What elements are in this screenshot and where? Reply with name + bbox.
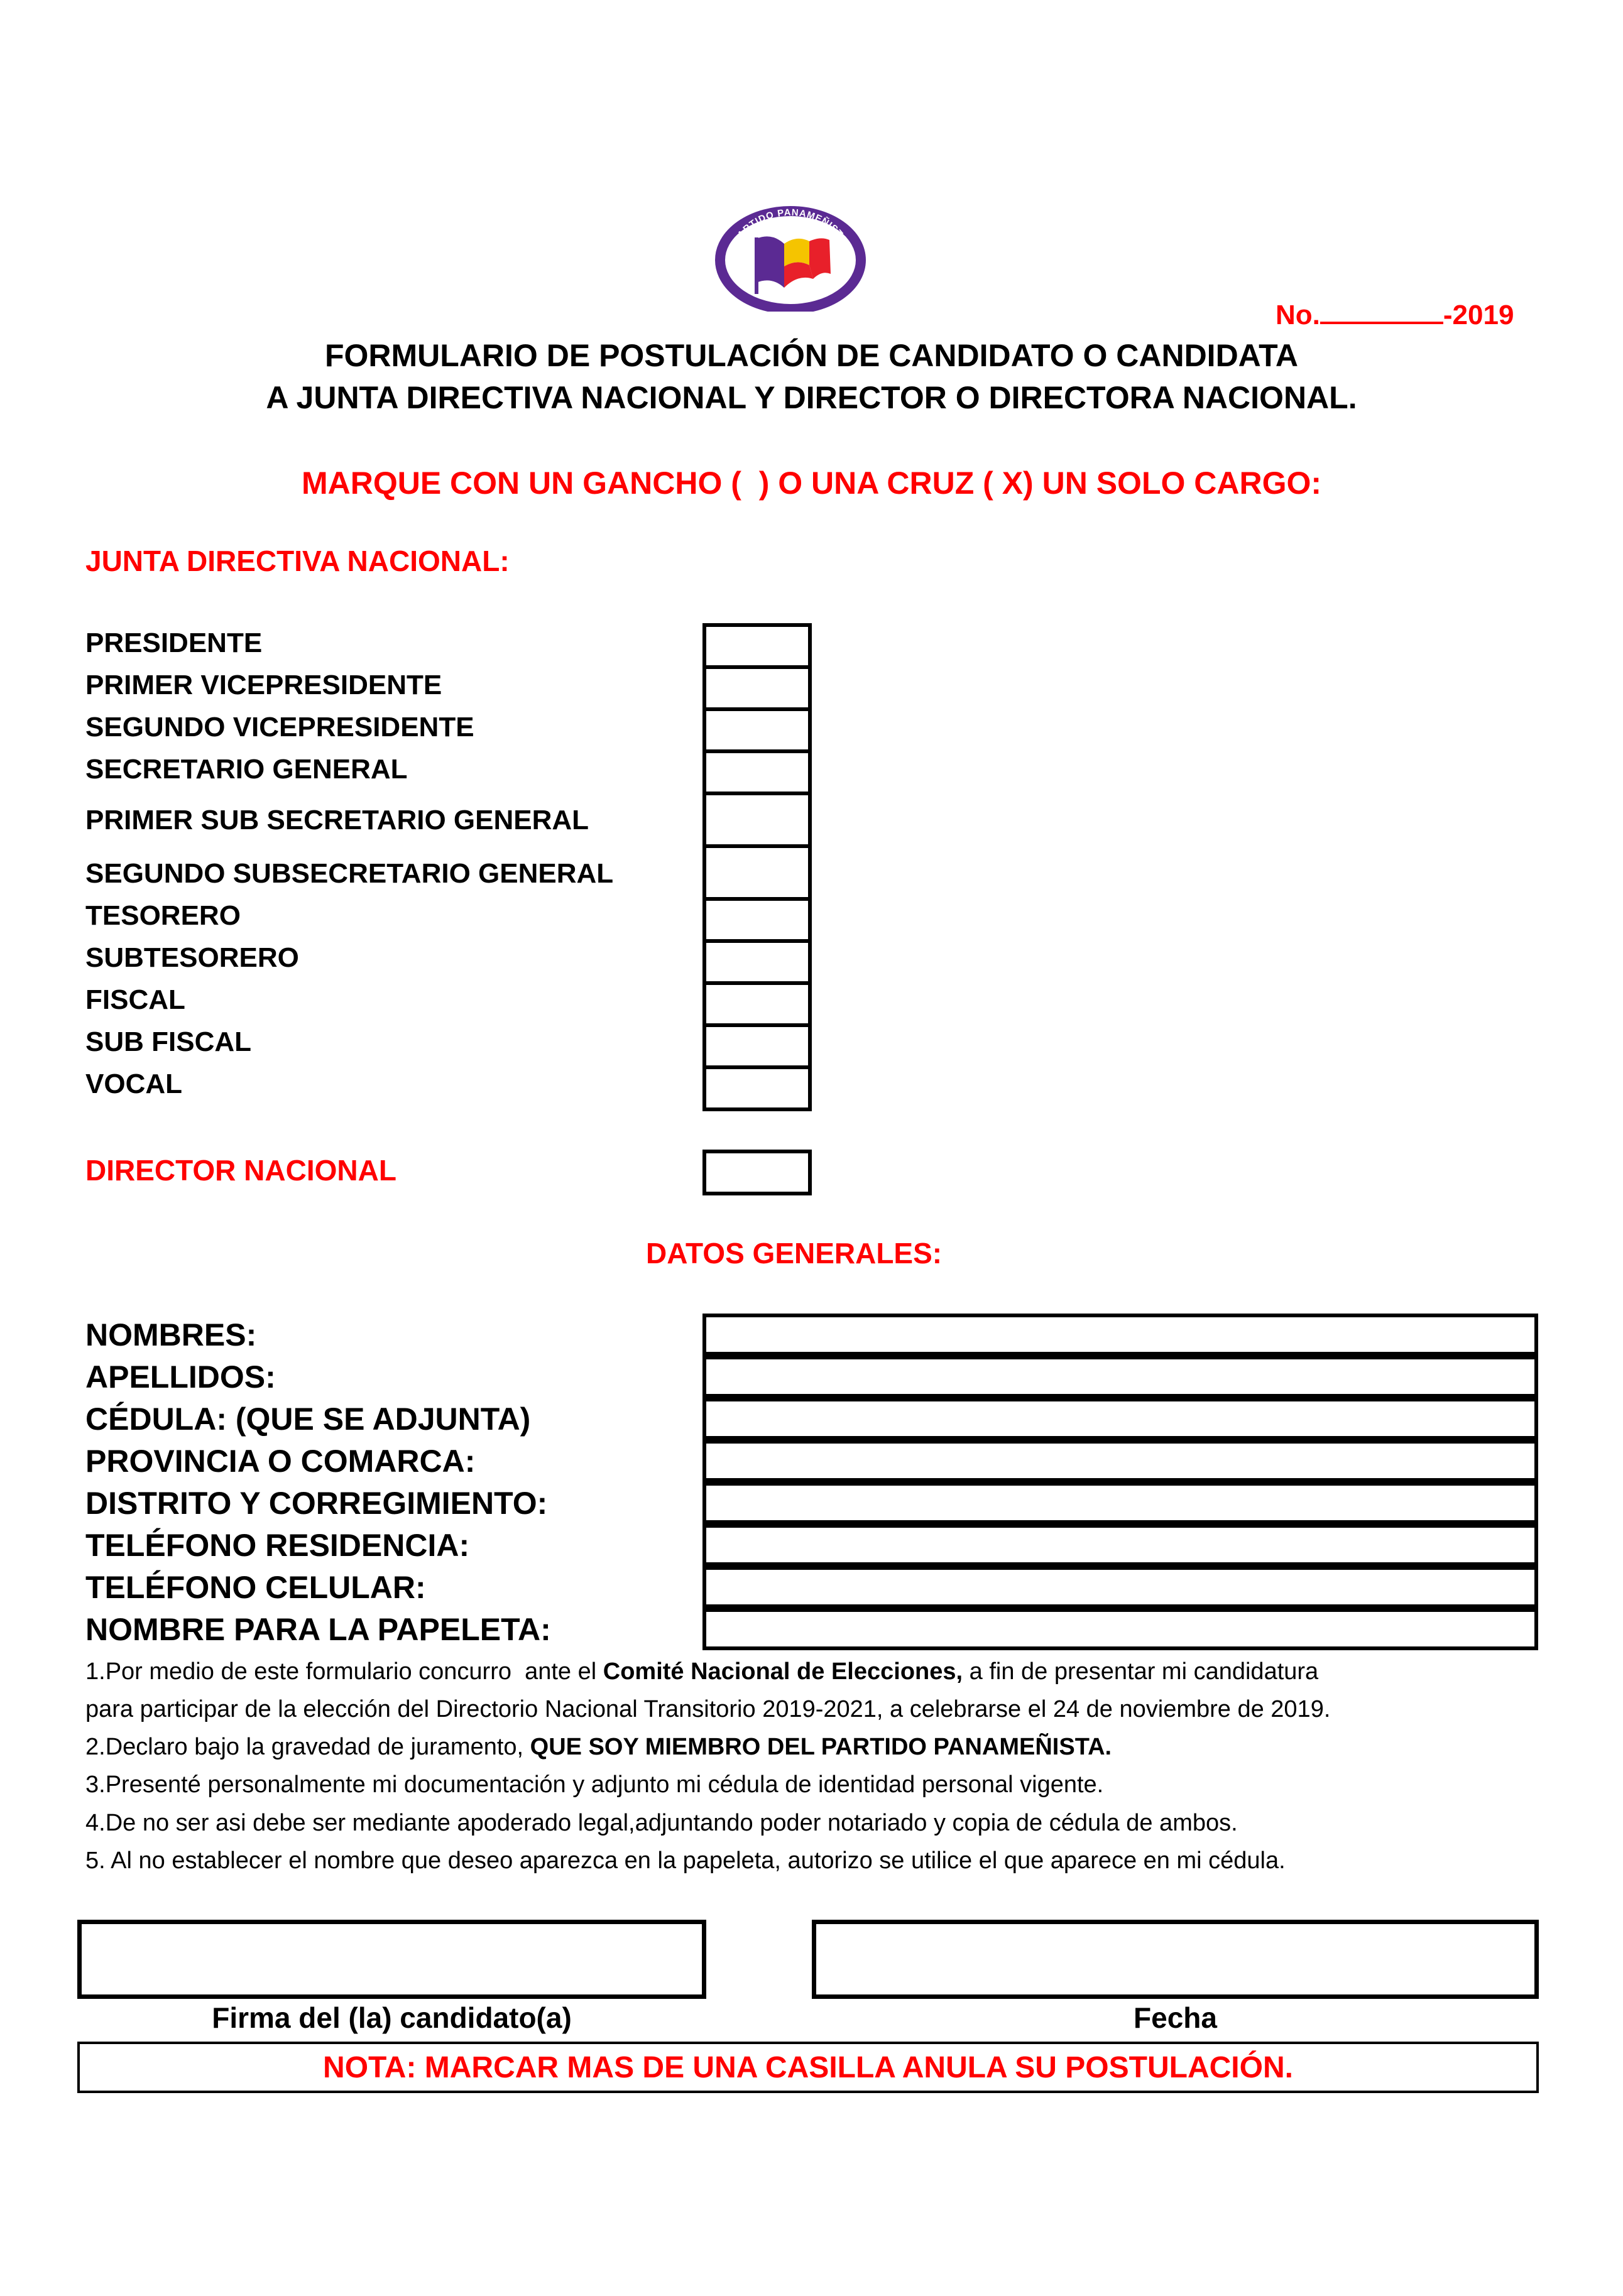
party-logo bbox=[715, 200, 866, 312]
datos-heading: DATOS GENERALES: bbox=[646, 1237, 943, 1270]
telefono-residencia-field[interactable] bbox=[702, 1524, 1538, 1566]
distrito-field[interactable] bbox=[702, 1482, 1538, 1524]
checkbox-primer-vicepresidente[interactable] bbox=[702, 665, 812, 711]
field-label: NOMBRES: bbox=[85, 1317, 257, 1352]
signature-box[interactable] bbox=[77, 1920, 706, 1999]
statement-3: 3.Presenté personalmente mi documentación y adjunto mi cédula de identidad personal vigente. bbox=[85, 1771, 1104, 1798]
apellidos-field[interactable] bbox=[702, 1356, 1538, 1398]
position-label: SEGUNDO SUBSECRETARIO GENERAL bbox=[85, 858, 614, 889]
checkbox-segundo-subsecretario[interactable] bbox=[702, 844, 812, 901]
checkbox-secretario-general[interactable] bbox=[702, 749, 812, 795]
field-label: DISTRITO Y CORREGIMIENTO: bbox=[85, 1486, 548, 1521]
field-label: TELÉFONO CELULAR: bbox=[85, 1570, 426, 1605]
position-label: TESORERO bbox=[85, 900, 241, 931]
svg-text:PARTIDO PANAMEÑISTA: PARTIDO PANAMEÑISTA bbox=[731, 207, 850, 246]
form-title-line1: FORMULARIO DE POSTULACIÓN DE CANDIDATO O CANDIDATA bbox=[324, 338, 1299, 373]
field-label: APELLIDOS: bbox=[85, 1359, 276, 1395]
field-label: PROVINCIA O COMARCA: bbox=[85, 1444, 476, 1479]
number-prefix: No. bbox=[1276, 300, 1320, 330]
position-label: SUB FISCAL bbox=[85, 1026, 251, 1057]
checkbox-sub-fiscal[interactable] bbox=[702, 1023, 812, 1069]
statement-1: 1.Por medio de este formulario concurro ante el Comité Nacional de Elecciones, a fin de presentar mi candidatura bbox=[85, 1658, 1319, 1685]
nota-text: NOTA: MARCAR MAS DE UNA CASILLA ANULA SU POSTULACIÓN. bbox=[323, 2051, 1293, 2084]
nombre-papeleta-field[interactable] bbox=[702, 1608, 1538, 1650]
telefono-celular-field[interactable] bbox=[702, 1566, 1538, 1608]
checkbox-fiscal[interactable] bbox=[702, 981, 812, 1027]
party-flag-icon bbox=[715, 200, 866, 312]
statement-1-cont: para participar de la elección del Directorio Nacional Transitorio 2019-2021, a celebrarse el 24 de noviembre de 2019. bbox=[85, 1696, 1331, 1722]
instruction: MARQUE CON UN GANCHO ( ) O UNA CRUZ ( X) UN SOLO CARGO: bbox=[301, 465, 1322, 501]
number-blank[interactable] bbox=[1320, 298, 1443, 324]
checkbox-tesorero[interactable] bbox=[702, 897, 812, 943]
position-label: PRIMER SUB SECRETARIO GENERAL bbox=[85, 805, 589, 835]
junta-heading: JUNTA DIRECTIVA NACIONAL: bbox=[85, 545, 510, 577]
signature-label: Firma del (la) candidato(a) bbox=[212, 2001, 572, 2034]
checkbox-director-nacional[interactable] bbox=[702, 1150, 812, 1195]
form-title-line2: A JUNTA DIRECTIVA NACIONAL Y DIRECTOR O DIRECTORA NACIONAL. bbox=[266, 380, 1357, 415]
position-label: FISCAL bbox=[85, 984, 185, 1015]
position-label: SECRETARIO GENERAL bbox=[85, 754, 408, 785]
number-suffix: -2019 bbox=[1443, 300, 1514, 330]
form-number[interactable] bbox=[1276, 298, 1514, 331]
field-label: NOMBRE PARA LA PAPELETA: bbox=[85, 1612, 551, 1647]
director-label: DIRECTOR NACIONAL bbox=[85, 1154, 396, 1187]
position-label: VOCAL bbox=[85, 1069, 182, 1099]
statement-2: 2.Declaro bajo la gravedad de juramento, QUE SOY MIEMBRO DEL PARTIDO PANAMEÑISTA. bbox=[85, 1734, 1112, 1760]
date-label: Fecha bbox=[1134, 2001, 1217, 2034]
checkbox-primer-sub-secretario[interactable] bbox=[702, 792, 812, 848]
checkbox-subtesorero[interactable] bbox=[702, 939, 812, 985]
position-label: PRESIDENTE bbox=[85, 628, 263, 658]
provincia-field[interactable] bbox=[702, 1440, 1538, 1482]
position-label: SUBTESORERO bbox=[85, 942, 299, 973]
statement-5: 5. Al no establecer el nombre que deseo aparezca en la papeleta, autorizo se utilice el que aparece en mi cédula. bbox=[85, 1847, 1286, 1874]
checkbox-vocal[interactable] bbox=[702, 1065, 812, 1111]
checkbox-presidente[interactable] bbox=[702, 623, 812, 669]
field-label: CÉDULA: (QUE SE ADJUNTA) bbox=[85, 1401, 531, 1437]
checkbox-segundo-vicepresidente[interactable] bbox=[702, 707, 812, 753]
position-label: SEGUNDO VICEPRESIDENTE bbox=[85, 712, 474, 743]
field-label: TELÉFONO RESIDENCIA: bbox=[85, 1528, 470, 1563]
date-box[interactable] bbox=[812, 1920, 1539, 1999]
statement-4: 4.De no ser asi debe ser mediante apoderado legal,adjuntando poder notariado y copia de cédula de ambos. bbox=[85, 1810, 1238, 1836]
cedula-field[interactable] bbox=[702, 1398, 1538, 1440]
position-label: PRIMER VICEPRESIDENTE bbox=[85, 670, 442, 700]
nombres-field[interactable] bbox=[702, 1314, 1538, 1356]
